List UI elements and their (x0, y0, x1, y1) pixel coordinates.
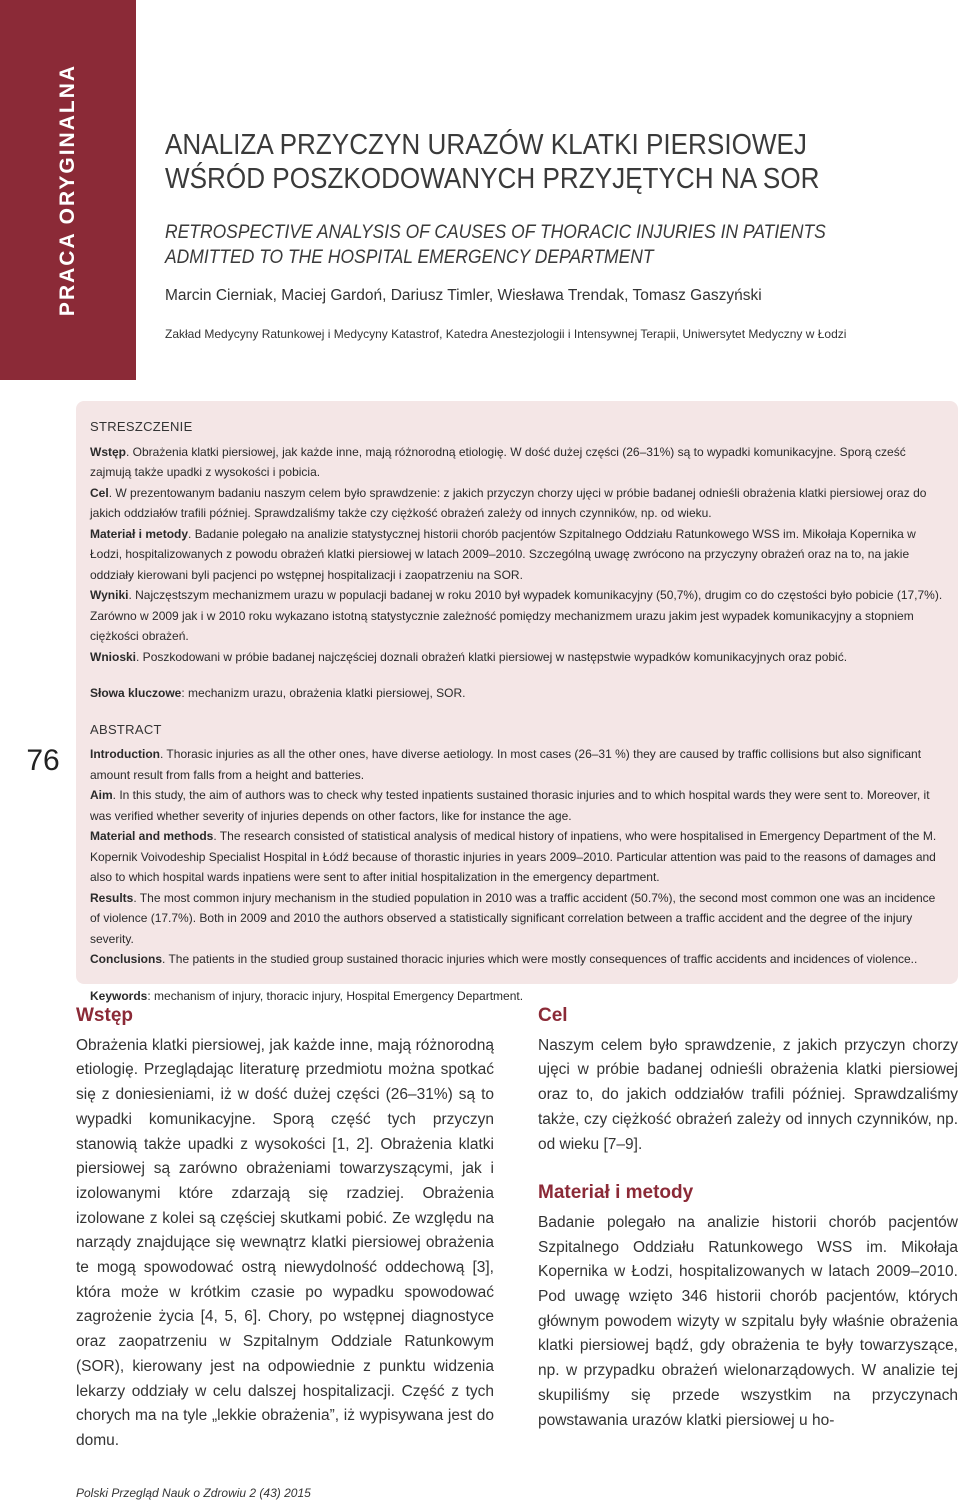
text: : mechanizm urazu, obrażenia klatki piersiowej, SOR. (181, 686, 466, 700)
abstract-results (90, 888, 948, 950)
title-block (165, 128, 925, 341)
authors: Marcin Cierniak, Maciej Gardoń, Dariusz Timler, Wiesława Trendak, Tomasz Gaszyński (165, 287, 762, 304)
text: . Najczęstszym mechanizmem urazu w populacji badanej w roku 2010 był wypadek komunikacyjny (50,7%), drugim co do częstości było pobicie (17,7%). Zarówno w 2009 jak i w 2010 roku wykazano istotną statystycznie zależność pomiędzy mechanizmem urazu jakim jest wypadek komunikacyjny a stopniem ciężkości obrażeń. (90, 588, 943, 643)
label: Cel (90, 485, 109, 500)
text: . Thorasic injuries as all the other ones, have diverse aetiology. In most cases (26–31 %) they are caused by traffic collisions but also significant amount result from falls from a height and batteries. (90, 747, 922, 782)
streszczenie-wstep (90, 442, 948, 483)
text: . Obrażenia klatki piersiowej, jak każde inne, mają różnorodną etiologię. W dość dużej części (26–31%) są to wypadki komunikacyjne. Sporą cześć zajmują także upadki z wysokości i pobicia. (90, 444, 906, 479)
label: Wstęp (90, 444, 126, 459)
text: . The patients in the studied group sustained thoracic injuries which were mostly consequences of traffic accidents and incidences of violence.. (162, 952, 918, 966)
section-sidebar (0, 0, 136, 380)
label: Introduction (90, 747, 160, 761)
label: Materiał i metody (90, 526, 189, 541)
text: . The most common injury mechanism in the studied population in 2010 was a traffic accident (50.7%), the second most common one was an incidence of violence (17.7%). Both in 2009 and 2010 the authors observed a statistically significant correlation between a traffic accident and the degree of the injury severity. (90, 890, 936, 946)
abstract-methods (90, 826, 948, 888)
abstract-heading: ABSTRACT (90, 721, 162, 737)
streszczenie-wnioski (90, 647, 948, 668)
abstract-aim (90, 785, 948, 826)
text: : mechanism of injury, thoracic injury, Hospital Emergency Department. (147, 988, 524, 1003)
section-title-cel: Cel (538, 1005, 568, 1026)
label: Results (90, 890, 134, 905)
title-english: RETROSPECTIVE ANALYSIS OF CAUSES OF THORACIC INJURIES IN PATIENTS ADMITTED TO THE HOSPITAL EMERGENCY DEPARTMENT (165, 222, 826, 268)
label: Wnioski (90, 649, 137, 664)
section-title-material: Materiał i metody (538, 1182, 694, 1204)
text: . W prezentowanym badaniu naszym celem było sprawdzenie: z jakich przyczyn chorzy ujęci w próbie badanej odnieśli obrażenia klatki piersiowej oraz do jakich oddziałów trafili później. Sprawdzaliśmy także czy ciężkość obrażeń zależy od innych czynników, np. od wieku. (90, 485, 927, 520)
streszczenie-keywords (90, 683, 948, 704)
affiliation: Zakład Medycyny Ratunkowej i Medycyny Katastrof, Katedra Anestezjologii i Intensywnej Terapii, Uniwersytet Medyczny w Łodzi (165, 327, 847, 341)
label: Wyniki (90, 588, 129, 602)
streszczenie-cel (90, 483, 948, 524)
abstract-keywords (90, 986, 948, 1007)
section-title-wstep: Wstęp (76, 1005, 133, 1026)
text: . The research consisted of statistical analysis of medical history of inpatiens, who were hospitalised in Emergency Department of the M. Kopernik Voivodeship Specialist Hospital in Łódź because of thorastic injuries in years 2009–2010. Particular attention was paid to the reasons of damages and also to which hospital wards inpatiens were sent to after initial hospitalization in the emergency department. (90, 829, 937, 884)
section-label: PRACA ORYGINALNA (56, 63, 79, 317)
body-column-left (76, 1004, 494, 1454)
text: . In this study, the aim of authors was to check why tested inpatients sustained thorasic injuries and to which hospital wards they were sent to. Moreover, it was verified whether severity of injuries depends on other factors, like for instance the age. (90, 788, 930, 823)
abstract-conclusions (90, 949, 948, 970)
label: Conclusions (90, 952, 163, 966)
abstract-box (76, 401, 958, 1003)
label: Słowa kluczowe (90, 686, 182, 700)
page-number: 76 (26, 744, 60, 777)
abstract-introduction (90, 744, 948, 785)
section-text-wstep: Obrażenia klatki piersiowej, jak każde inne, mają różnorodną etiologię. Przeglądając literaturę przedmiotu można spotkać się z doniesieniami, iż w dość dużej części (26–31%) są to wypadki komunikacyjne. Sporą część tych przyczyn stanowią także upadki z wysokości [1, 2]. Obrażenia klatki piersiowej są zarówno obrażeniami towarzyszącymi, jak i izolowanymi które zdarzają się rzadziej. Obrażenia izolowane z kolei są częściej skutkami pobić. Ze względu na narządy znajdujące się wewnątrz klatki piersiowej obrażenia te mogą spowodować ostrą niewydolność oddechową [3], która może w krótkim czasie po wypadku spowodować zagrożenie życia [4, 5, 6]. Chory, po wstępnej diagnostyce oraz zaopatrzeniu w Szpitalnym Oddziale Ratunkowym (SOR), kierowany jest na odpowiednie z punktu widzenia lekarzy oddziały w celu dalszej hospitalizacji. Część z tych chorych ma na tyle „lekkie obrażenia”, iż wypisywana jest do domu. (76, 1036, 494, 1449)
body-column-right (538, 1004, 958, 1433)
title-polish: ANALIZA PRZYCZYN URAZÓW KLATKI PIERSIOWEJ WŚRÓD POSZKODOWANYCH PRZYJĘTYCH NA SOR (165, 129, 820, 195)
label: Material and methods (90, 829, 214, 843)
text: . Poszkodowani w próbie badanej najczęściej doznali obrażeń klatki piersiowej w następstwie wypadków komunikacyjnych oraz pobić. (136, 649, 848, 664)
section-text-cel: Naszym celem było sprawdzenie, z jakich przyczyn chorzy ujęci w próbie badanej odnieśli obrażenia klatki piersiowej oraz to, do jakich oddziałów trafili później. Sprawdzaliśmy także, czy ciężkość obrażeń zależy od innych czynników, np. od wieku [7–9]. (538, 1036, 958, 1153)
label: Keywords (90, 988, 148, 1003)
text: . Badanie polegało na analizie statystycznej historii chorób pacjentów Szpitalnego Oddziału Ratunkowego WSS im. Mikołaja Kopernika w Łodzi, hospitalizowanych z powodu obrażeń klatki piersiowej w latach 2009–2010. Szczególną uwagę zwrócono na przyczyny obrażeń oraz na to, na jakie oddziały kierowani byli pacjenci po wstępnej hospitalizacji i zaopatrzeniu na SOR. (90, 526, 916, 582)
streszczenie-wyniki (90, 585, 948, 647)
journal-footer: Polski Przegląd Nauk o Zdrowiu 2 (43) 2015 (76, 1486, 311, 1500)
streszczenie-material (90, 524, 948, 586)
label: Aim (90, 788, 113, 802)
section-text-material: Badanie polegało na analizie historii chorób pacjentów Szpitalnego Oddziału Ratunkowego WSS im. Mikołaja Kopernika w Łodzi, hospitalizowanych w latach 2009–2010. Pod uwagę wzięto 346 historii chorób pacjentów, których głównym powodem wizyty w szpitalu były właśnie obrażenia klatki piersiowej bądź, gdy obrażenia te były towarzyszące, np. w przypadku obrażeń wielonarządowych. W analizie tej skupiliśmy się przede wszystkim na przyczynach powstawania urazów klatki piersiowej u ho- (538, 1213, 958, 1429)
streszczenie-heading: STRESZCZENIE (90, 419, 193, 434)
